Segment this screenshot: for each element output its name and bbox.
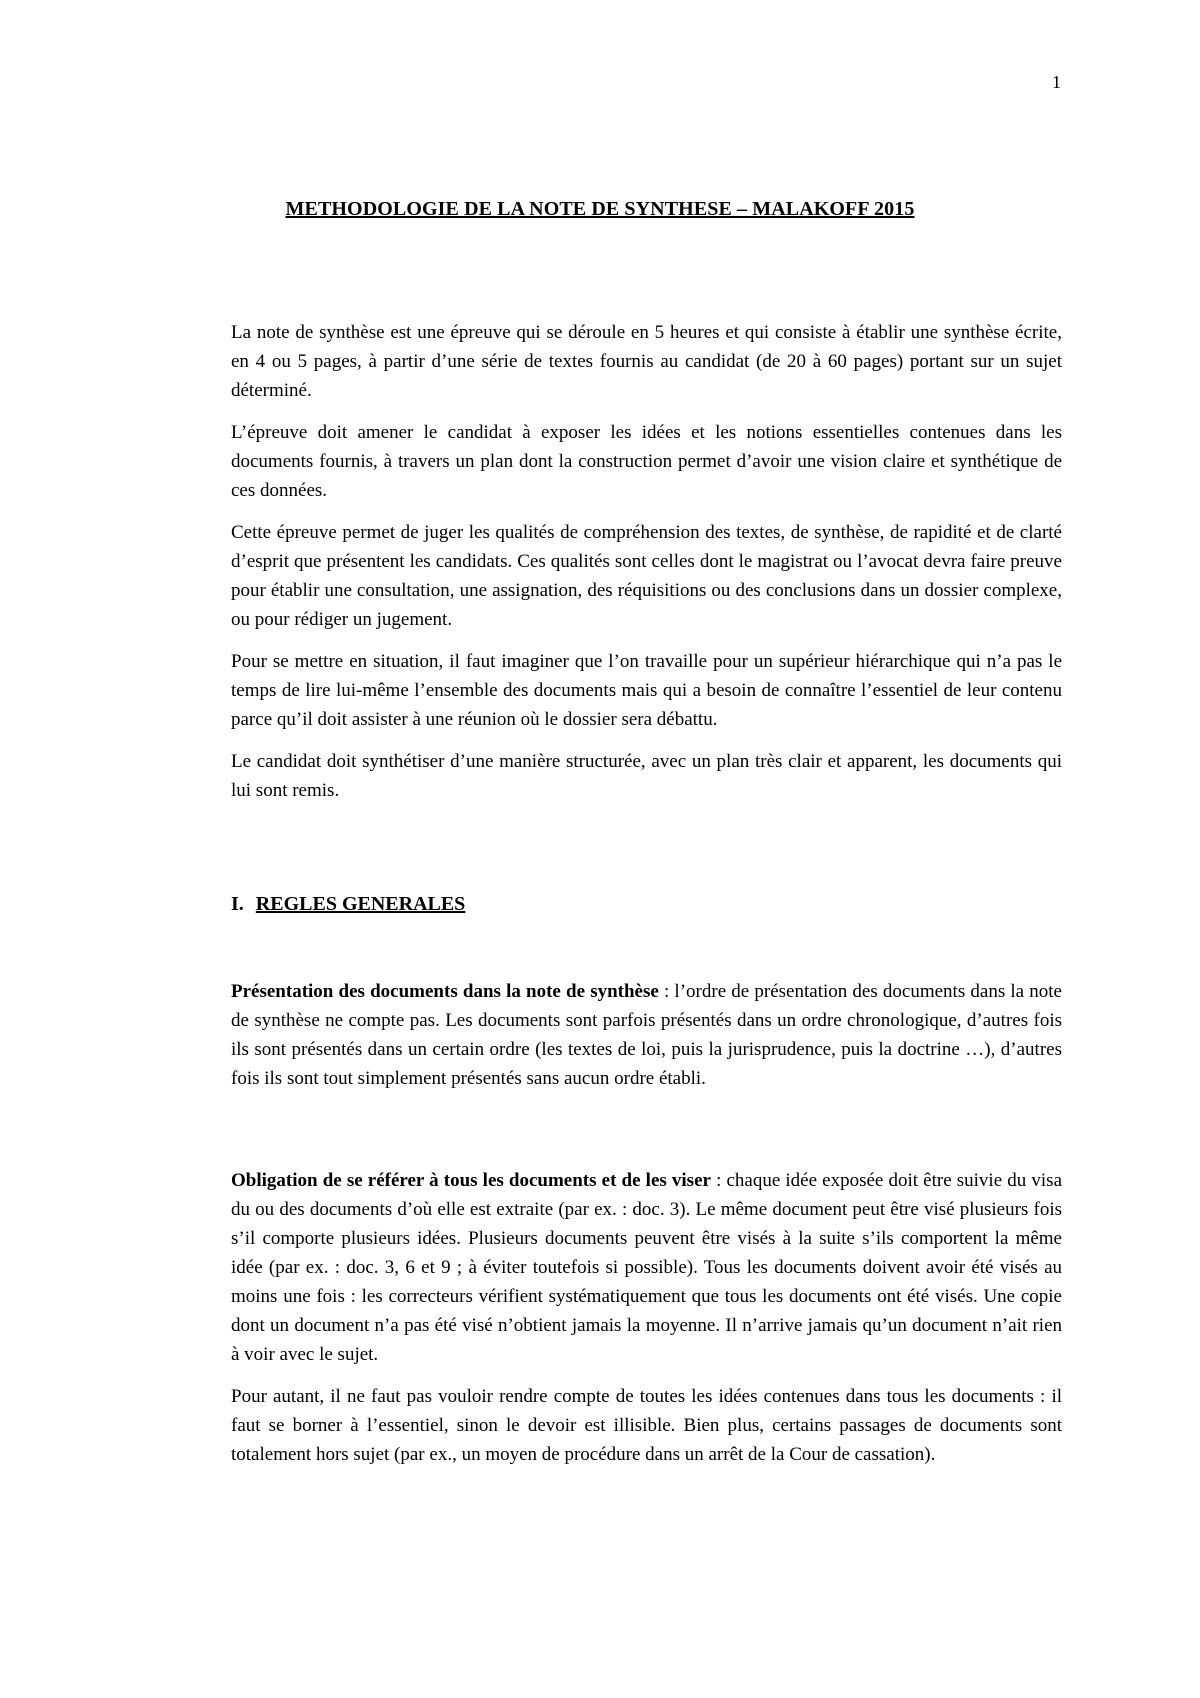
section-number: I.: [231, 893, 244, 915]
intro-paragraph: La note de synthèse est une épreuve qui se déroule en 5 heures et qui consiste à établir une synthèse écrite, en 4 ou 5 pages, à partir d’une série de textes fournis au candidat (de 20 à 60 pages) portant sur un sujet déterminé.: [231, 322, 1062, 401]
intro-paragraph: Pour se mettre en situation, il faut imaginer que l’on travaille pour un supérieur hiérarchique qui n’a pas le temps de lire lui-même l’ensemble des documents mais qui a besoin de connaître l’essentiel de leur contenu parce qu’il doit assister à une réunion où le dossier sera débattu.: [231, 651, 1062, 730]
intro-paragraph: Le candidat doit synthétiser d’une manière structurée, avec un plan très clair et apparent, les documents qui lui sont remis.: [231, 751, 1062, 801]
rule-text: : chaque idée exposée doit être suivie du visa du ou des documents d’où elle est extraite (par ex. : doc. 3). Le même document peut être visé plusieurs fois s’il comporte plusieurs idées. Plusieurs documents peuvent être visés à la suite s’ils comportent la même idée (par ex. : doc. 3, 6 et 9 ; à éviter toutefois si possible). Tous les documents doivent avoir été visés au moins une fois : les correcteurs vérifient systématiquement que tous les documents ont été visés. Une copie dont un document n’a pas été visé n’obtient jamais la moyenne. Il n’arrive jamais qu’un document n’ait rien à voir avec le sujet.: [231, 1170, 1062, 1365]
page-number: 1: [1052, 72, 1061, 92]
section-title: REGLES GENERALES: [255, 893, 466, 915]
rule-lead: Obligation de se référer à tous les documents et de les viser: [231, 1170, 711, 1191]
intro-paragraph: L’épreuve doit amener le candidat à exposer les idées et les notions essentielles contenues dans les documents fournis, à travers un plan dont la construction permet d’avoir une vision claire et synthétique de ces données.: [231, 422, 1062, 501]
document-title: METHODOLOGIE DE LA NOTE DE SYNTHESE – MALAKOFF 2015: [285, 198, 915, 220]
rule-lead: Présentation des documents dans la note de synthèse: [231, 981, 659, 1002]
section-heading: [231, 893, 465, 916]
intro-paragraph: Cette épreuve permet de juger les qualités de compréhension des textes, de synthèse, de rapidité et de clarté d’esprit que présentent les candidats. Ces qualités sont celles dont le magistrat ou l’avocat devra faire preuve pour établir une consultation, une assignation, des réquisitions ou des conclusions dans un dossier complexe, ou pour rédiger un jugement.: [231, 522, 1062, 630]
closing-paragraph: Pour autant, il ne faut pas vouloir rendre compte de toutes les idées contenues dans tous les documents : il faut se borner à l’essentiel, sinon le devoir est illisible. Bien plus, certains passages de documents sont totalement hors sujet (par ex., un moyen de procédure dans un arrêt de la Cour de cassation).: [231, 1386, 1062, 1465]
rule-paragraph-obligation: [231, 1166, 1062, 1482]
rule-text: : l’ordre de présentation des documents dans la note de synthèse ne compte pas. Les documents sont parfois présentés dans un ordre chronologique, d’autres fois ils sont présentés dans un certain ordre (les textes de loi, puis la jurisprudence, puis la doctrine …), d’autres fois ils sont tout simplement présentés sans aucun ordre établi.: [231, 981, 1062, 1089]
intro-section: [231, 318, 1062, 818]
rule-paragraph-presentation: [231, 977, 1062, 1106]
